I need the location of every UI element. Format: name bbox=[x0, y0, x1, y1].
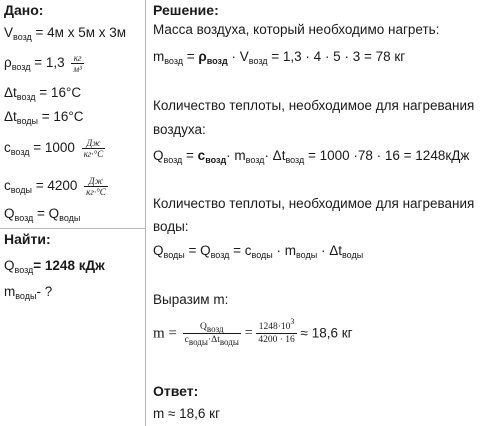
given-title: Дано: bbox=[4, 2, 44, 18]
given-find-divider bbox=[0, 228, 145, 229]
answer-value: m ≈ 18,6 кг bbox=[153, 406, 221, 421]
given-volume: $V_{возд} = 4м$ х 5м х 3м bbox=[4, 25, 127, 42]
find-title: Найти: bbox=[4, 231, 51, 247]
find-m-water: $m_{воды}-$ ? bbox=[4, 284, 53, 301]
given-q-equality: $Q_{возд} = Q_{воды}$ bbox=[4, 206, 81, 223]
heat-water-formula: $Q_{воды} = Q_{возд} = c_{воды} \cdot m_{воды} \cdot \Delta t_{воды}$ bbox=[153, 243, 364, 260]
mass-formula: $m_{возд} = \rho_{возд} \cdot V_{возд} = 1,3 \cdot 4 \cdot 5 \cdot 3 = 78$ кг bbox=[153, 49, 406, 66]
column-divider bbox=[145, 0, 146, 426]
answer-title: Ответ: bbox=[153, 383, 199, 399]
given-density: $\rho_{возд} = 1,3$ $\frac{кг}{\text{м³}}$ bbox=[4, 53, 82, 74]
express-formula: m = $\frac{\text{Qвозд}}{\text{cводы·Δtводы}}$ = $\frac{1248\cdot 10^3}{4200 \cdot 16}$ ≈ 18,6 кг bbox=[153, 316, 353, 347]
solution-intro: Масса воздуха, который необходимо нагреть: bbox=[153, 22, 440, 37]
given-dt-water: $\Delta t_{воды} = 16^\circ C$ bbox=[4, 109, 84, 126]
heat-water-text-1: Количество теплоты, необходимое для нагревания bbox=[153, 196, 475, 211]
express-text: Выразим m: bbox=[153, 292, 229, 307]
given-c-air: $c_{возд} = 1000$ $\frac{Дж}{кг\cdot^\circ C}$ bbox=[4, 138, 104, 159]
solution-title: Решение: bbox=[153, 2, 219, 18]
find-q-air: $Q_{возд}= 1248$ кДж bbox=[4, 258, 105, 275]
given-dt-air: $\Delta t_{возд} = 16^\circ C$ bbox=[4, 85, 82, 102]
heat-air-formula: $Q_{возд} = c_{возд}\cdot m_{возд}\cdot \Delta t_{возд} = 1000 \cdot 78 \cdot 16 = 1248кДж$ bbox=[153, 148, 470, 165]
heat-air-text-1: Количество теплоты, необходимое для нагревания bbox=[153, 98, 475, 113]
heat-air-text-2: воздуха: bbox=[153, 122, 206, 137]
heat-water-text-2: воды: bbox=[153, 219, 189, 234]
given-c-water: $c_{воды} = 4200$ $\frac{Дж}{кг\cdot^\circ C}$ bbox=[4, 176, 106, 197]
